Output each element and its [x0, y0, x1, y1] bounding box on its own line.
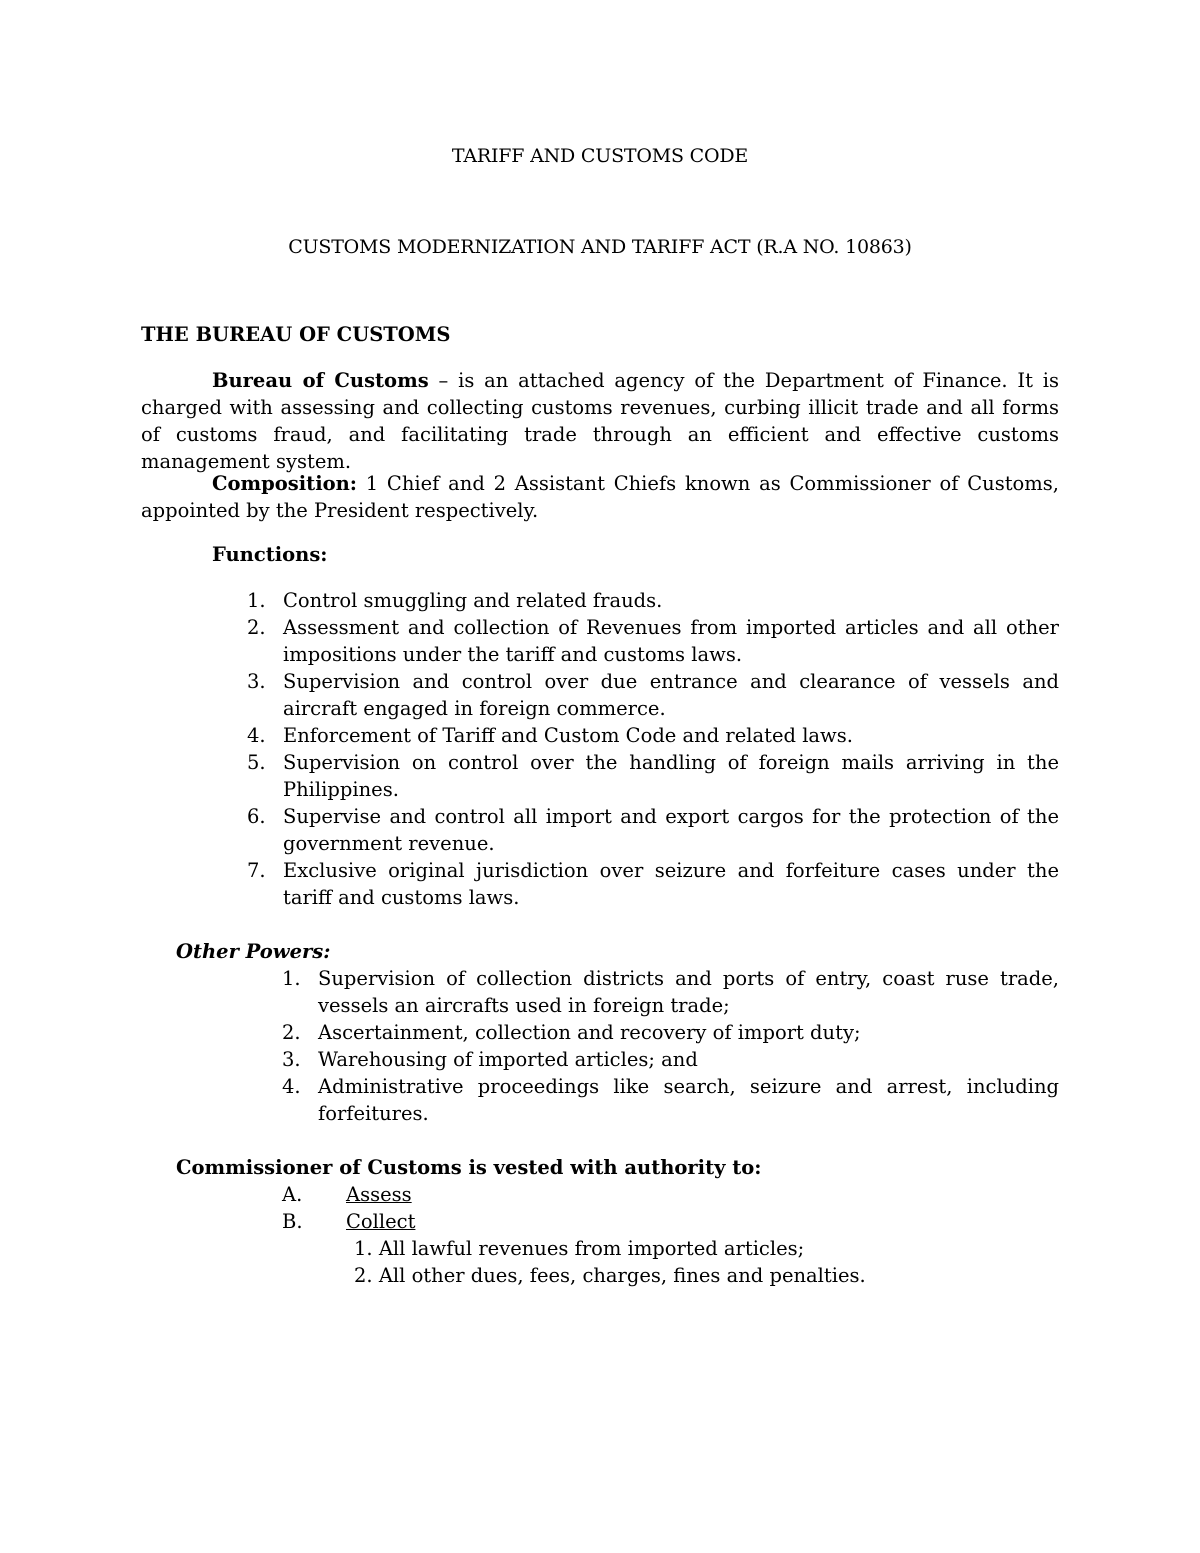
list-number: 2.: [282, 1021, 301, 1044]
composition-term: Composition:: [212, 472, 357, 495]
composition-text: 1 Chief and 2 Assistant Chiefs known as Commissioner of Customs, appointed by the President respectively.: [141, 472, 1059, 522]
list-item: [247, 668, 1059, 722]
list-number: 1.: [247, 589, 266, 612]
authority-word: Collect: [346, 1210, 416, 1233]
list-number: 1.: [282, 967, 301, 990]
list-text: Control smuggling and related frauds.: [283, 589, 663, 612]
list-text: Assessment and collection of Revenues from imported articles and all other impositions under the tariff and customs laws.: [283, 616, 1059, 666]
document-title: TARIFF AND CUSTOMS CODE: [451, 145, 749, 167]
list-text: Supervision of collection districts and ports of entry, coast ruse trade, vessels an aircrafts used in foreign trade;: [318, 967, 1059, 1017]
functions-list: [247, 587, 1059, 911]
list-number: 5.: [247, 751, 266, 774]
authority-word: Assess: [346, 1183, 412, 1206]
list-text: Ascertainment, collection and recovery of import duty;: [318, 1021, 861, 1044]
list-text: Exclusive original jurisdiction over seizure and forfeiture cases under the tariff and customs laws.: [283, 859, 1059, 909]
list-text: All other dues, fees, charges, fines and penalties.: [378, 1264, 866, 1287]
bureau-text: – is an attached agency of the Department of Finance. It is charged with assessing and collecting customs revenues, curbing illicit trade and all forms of customs fraud, and facilitating trade through an efficient and effective customs management system.: [141, 369, 1059, 473]
other-powers-list: [282, 965, 1059, 1127]
authority-item-collect: [282, 1208, 415, 1235]
commissioner-heading: Commissioner of Customs is vested with authority to:: [176, 1156, 762, 1179]
list-text: Supervise and control all import and export cargos for the protection of the government revenue.: [283, 805, 1059, 855]
list-text: Supervision on control over the handling of foreign mails arriving in the Philippines.: [283, 751, 1059, 801]
functions-heading: Functions:: [212, 543, 328, 566]
list-number: 3.: [282, 1048, 301, 1071]
list-text: All lawful revenues from imported articles;: [378, 1237, 805, 1260]
list-number: 4.: [282, 1075, 301, 1098]
list-item: [247, 803, 1059, 857]
other-powers-heading: Other Powers:: [176, 940, 331, 963]
list-text: Administrative proceedings like search, seizure and arrest, including forfeitures.: [318, 1075, 1059, 1125]
list-item: [247, 722, 1059, 749]
bureau-definition-paragraph: [141, 367, 1059, 475]
list-number: 7.: [247, 859, 266, 882]
list-item: [282, 1073, 1059, 1127]
collect-sub-item: [354, 1262, 866, 1289]
authority-item-assess: [282, 1181, 412, 1208]
list-text: Enforcement of Tariff and Custom Code and related laws.: [283, 724, 853, 747]
list-number: 1.: [354, 1237, 373, 1260]
list-item: [247, 587, 1059, 614]
composition-paragraph: [141, 470, 1059, 524]
section-heading: THE BUREAU OF CUSTOMS: [141, 323, 451, 346]
list-text: Warehousing of imported articles; and: [318, 1048, 698, 1071]
list-item: [247, 614, 1059, 668]
collect-sub-item: [354, 1235, 804, 1262]
document-subtitle: CUSTOMS MODERNIZATION AND TARIFF ACT (R.A NO. 10863): [288, 236, 912, 258]
authority-letter: B.: [282, 1210, 303, 1233]
list-item: [282, 1046, 1059, 1073]
list-number: 6.: [247, 805, 266, 828]
list-item: [247, 857, 1059, 911]
list-text: Supervision and control over due entrance and clearance of vessels and aircraft engaged in foreign commerce.: [283, 670, 1059, 720]
list-number: 3.: [247, 670, 266, 693]
list-number: 2.: [354, 1264, 373, 1287]
authority-letter: A.: [282, 1183, 303, 1206]
list-item: [247, 749, 1059, 803]
bureau-term: Bureau of Customs: [212, 369, 429, 392]
list-number: 2.: [247, 616, 266, 639]
list-item: [282, 965, 1059, 1019]
list-item: [282, 1019, 1059, 1046]
list-number: 4.: [247, 724, 266, 747]
